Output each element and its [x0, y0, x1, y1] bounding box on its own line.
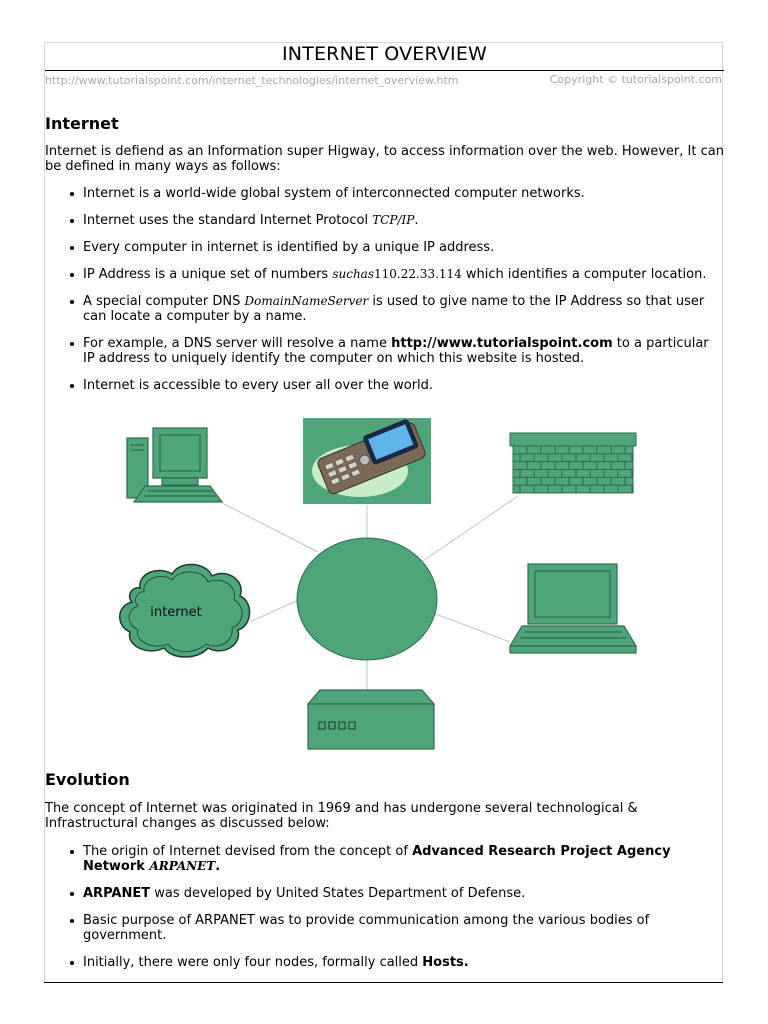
server-box-icon	[308, 690, 434, 749]
laptop-icon	[510, 564, 636, 653]
section-heading-evolution: Evolution	[45, 770, 130, 789]
internet-cloud-icon	[120, 564, 250, 657]
list-item: Internet is a world-wide global system of interconnected computer networks.	[45, 186, 724, 201]
list-item: IP Address is a unique set of numbers suchas110.22.33.114 which identifies a computer location.	[45, 267, 724, 282]
mobile-phone-icon	[303, 418, 431, 504]
list-item: Initially, there were only four nodes, formally called Hosts.	[45, 955, 724, 970]
desktop-computer-icon	[127, 428, 222, 502]
section-heading-internet: Internet	[45, 114, 119, 133]
list-item: Internet uses the standard Internet Protocol TCP/IP.	[45, 213, 724, 228]
bottom-rule	[44, 982, 723, 983]
internet-intro: Internet is defiend as an Information super Higway, to access information over the web. However, It can be defined in many ways as follows:	[45, 144, 724, 174]
list-item: The origin of Internet devised from the concept of Advanced Research Project Agency Network ARPANET.	[45, 844, 724, 874]
source-url[interactable]: http://www.tutorialspoint.com/internet_technologies/internet_overview.htm	[45, 74, 459, 87]
copyright: Copyright © tutorialspoint.com	[549, 73, 722, 86]
list-item: For example, a DNS server will resolve a name http://www.tutorialspoint.com to a particular IP address to uniquely identify the computer on which this website is hosted.	[45, 336, 724, 366]
firewall-icon	[510, 433, 636, 493]
list-item: A special computer DNS DomainNameServer is used to give name to the IP Address so that user can locate a computer by a name.	[45, 294, 724, 324]
list-item: Basic purpose of ARPANET was to provide communication among the various bodies of government.	[45, 913, 724, 943]
list-item: ARPANET was developed by United States Department of Defense.	[45, 886, 724, 901]
list-item: Internet is accessible to every user all over the world.	[45, 378, 724, 393]
evolution-intro: The concept of Internet was originated in 1969 and has undergone several technological & Infrastructural changes as discussed below:	[45, 801, 638, 831]
cloud-label: internet	[150, 605, 202, 620]
list-item: Every computer in internet is identified by a unique IP address.	[45, 240, 724, 255]
page-title: INTERNET OVERVIEW	[281, 43, 488, 65]
network-hub-icon	[297, 538, 437, 660]
